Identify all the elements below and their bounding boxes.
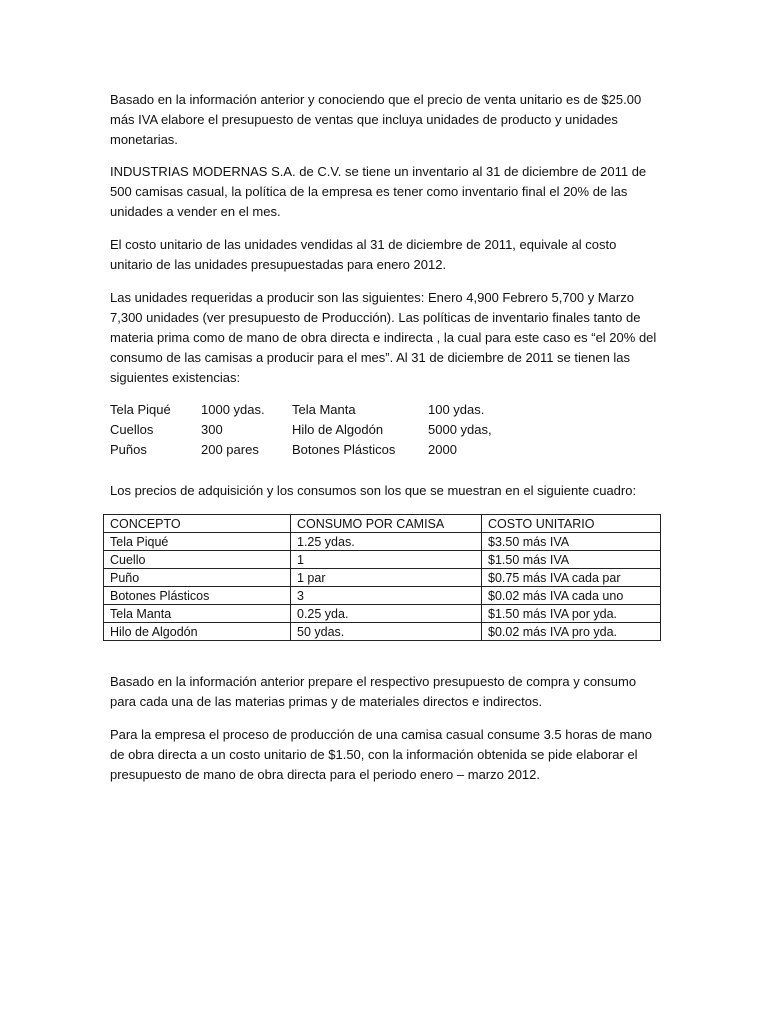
table-header-row	[104, 515, 661, 533]
table-row	[104, 551, 661, 569]
inventory-qty: 200 pares	[201, 442, 259, 457]
inventory-item: Tela Piqué	[110, 402, 171, 417]
table-cell: $3.50 más IVA	[482, 533, 661, 551]
inventory-item: Puños	[110, 442, 147, 457]
table-cell: Cuello	[104, 551, 291, 569]
inventory-qty: 5000 ydas,	[428, 422, 492, 437]
table-cell: $0.75 más IVA cada par	[482, 569, 661, 587]
paragraph-purchase-budget: Basado en la información anterior prepare el respectivo presupuesto de compra y consumo para cada una de las materias primas y de materiales directos e indirectos.	[110, 674, 637, 709]
table-cell: $0.02 más IVA pro yda.	[482, 623, 661, 641]
table-row	[104, 533, 661, 551]
inventory-qty: 1000 ydas.	[201, 402, 265, 417]
table-cell: 0.25 yda.	[291, 605, 482, 623]
inventory-item: Hilo de Algodón	[292, 422, 384, 437]
table-cell: Tela Piqué	[104, 533, 291, 551]
table-header: CONCEPTO	[104, 515, 291, 533]
table-row	[104, 623, 661, 641]
inventory-item: Botones Plásticos	[292, 442, 396, 457]
inventory-qty: 2000	[428, 442, 457, 457]
table-cell: Tela Manta	[104, 605, 291, 623]
table-cell: 50 ydas.	[291, 623, 482, 641]
table-cell: Puño	[104, 569, 291, 587]
table-cell: Botones Plásticos	[104, 587, 291, 605]
cost-table	[103, 514, 661, 641]
table-cell: 1	[291, 551, 482, 569]
table-header: CONSUMO POR CAMISA	[291, 515, 482, 533]
table-cell: 1.25 ydas.	[291, 533, 482, 551]
paragraph-sales-budget: Basado en la información anterior y conociendo que el precio de venta unitario es de $25.00 más IVA elabore el presupuesto de ventas que incluya unidades de producto y unidades monetarias.	[110, 92, 642, 147]
table-row	[104, 587, 661, 605]
table-cell: Hilo de Algodón	[104, 623, 291, 641]
table-cell: 1 par	[291, 569, 482, 587]
paragraph-prices-intro: Los precios de adquisición y los consumos son los que se muestran en el siguiente cuadro:	[110, 483, 637, 498]
table-cell: $1.50 más IVA por yda.	[482, 605, 661, 623]
table-header: COSTO UNITARIO	[482, 515, 661, 533]
paragraph-required-units: Las unidades requeridas a producir son las siguientes: Enero 4,900 Febrero 5,700 y Marzo 7,300 unidades (ver presupuesto de Producción). Las políticas de inventario finales tanto de materia prima como de mano de obra directa e indirecta , la cual para este caso es “el 20% del consumo de las camisas a producir para el mes”. Al 31 de diciembre de 2011 se tienen las siguientes existencias:	[110, 290, 657, 385]
paragraph-unit-cost: El costo unitario de las unidades vendidas al 31 de diciembre de 2011, equivale al costo unitario de las unidades presupuestadas para enero 2012.	[110, 237, 617, 272]
table-cell: 3	[291, 587, 482, 605]
inventory-qty: 100 ydas.	[428, 402, 485, 417]
paragraph-labor-budget: Para la empresa el proceso de producción de una camisa casual consume 3.5 horas de mano de obra directa a un costo unitario de $1.50, con la información obtenida se pide elaborar el presupuesto de mano de obra directa para el periodo enero – marzo 2012.	[110, 727, 652, 782]
table-cell: $1.50 más IVA	[482, 551, 661, 569]
table-row	[104, 569, 661, 587]
table-row	[104, 605, 661, 623]
paragraph-company-inventory: INDUSTRIAS MODERNAS S.A. de C.V. se tiene un inventario al 31 de diciembre de 2011 de 500 camisas casual, la política de la empresa es tener como inventario final el 20% de las unidades a vender en el mes.	[110, 164, 647, 219]
inventory-item: Cuellos	[110, 422, 154, 437]
inventory-qty: 300	[201, 422, 223, 437]
table-cell: $0.02 más IVA cada uno	[482, 587, 661, 605]
inventory-item: Tela Manta	[292, 402, 356, 417]
